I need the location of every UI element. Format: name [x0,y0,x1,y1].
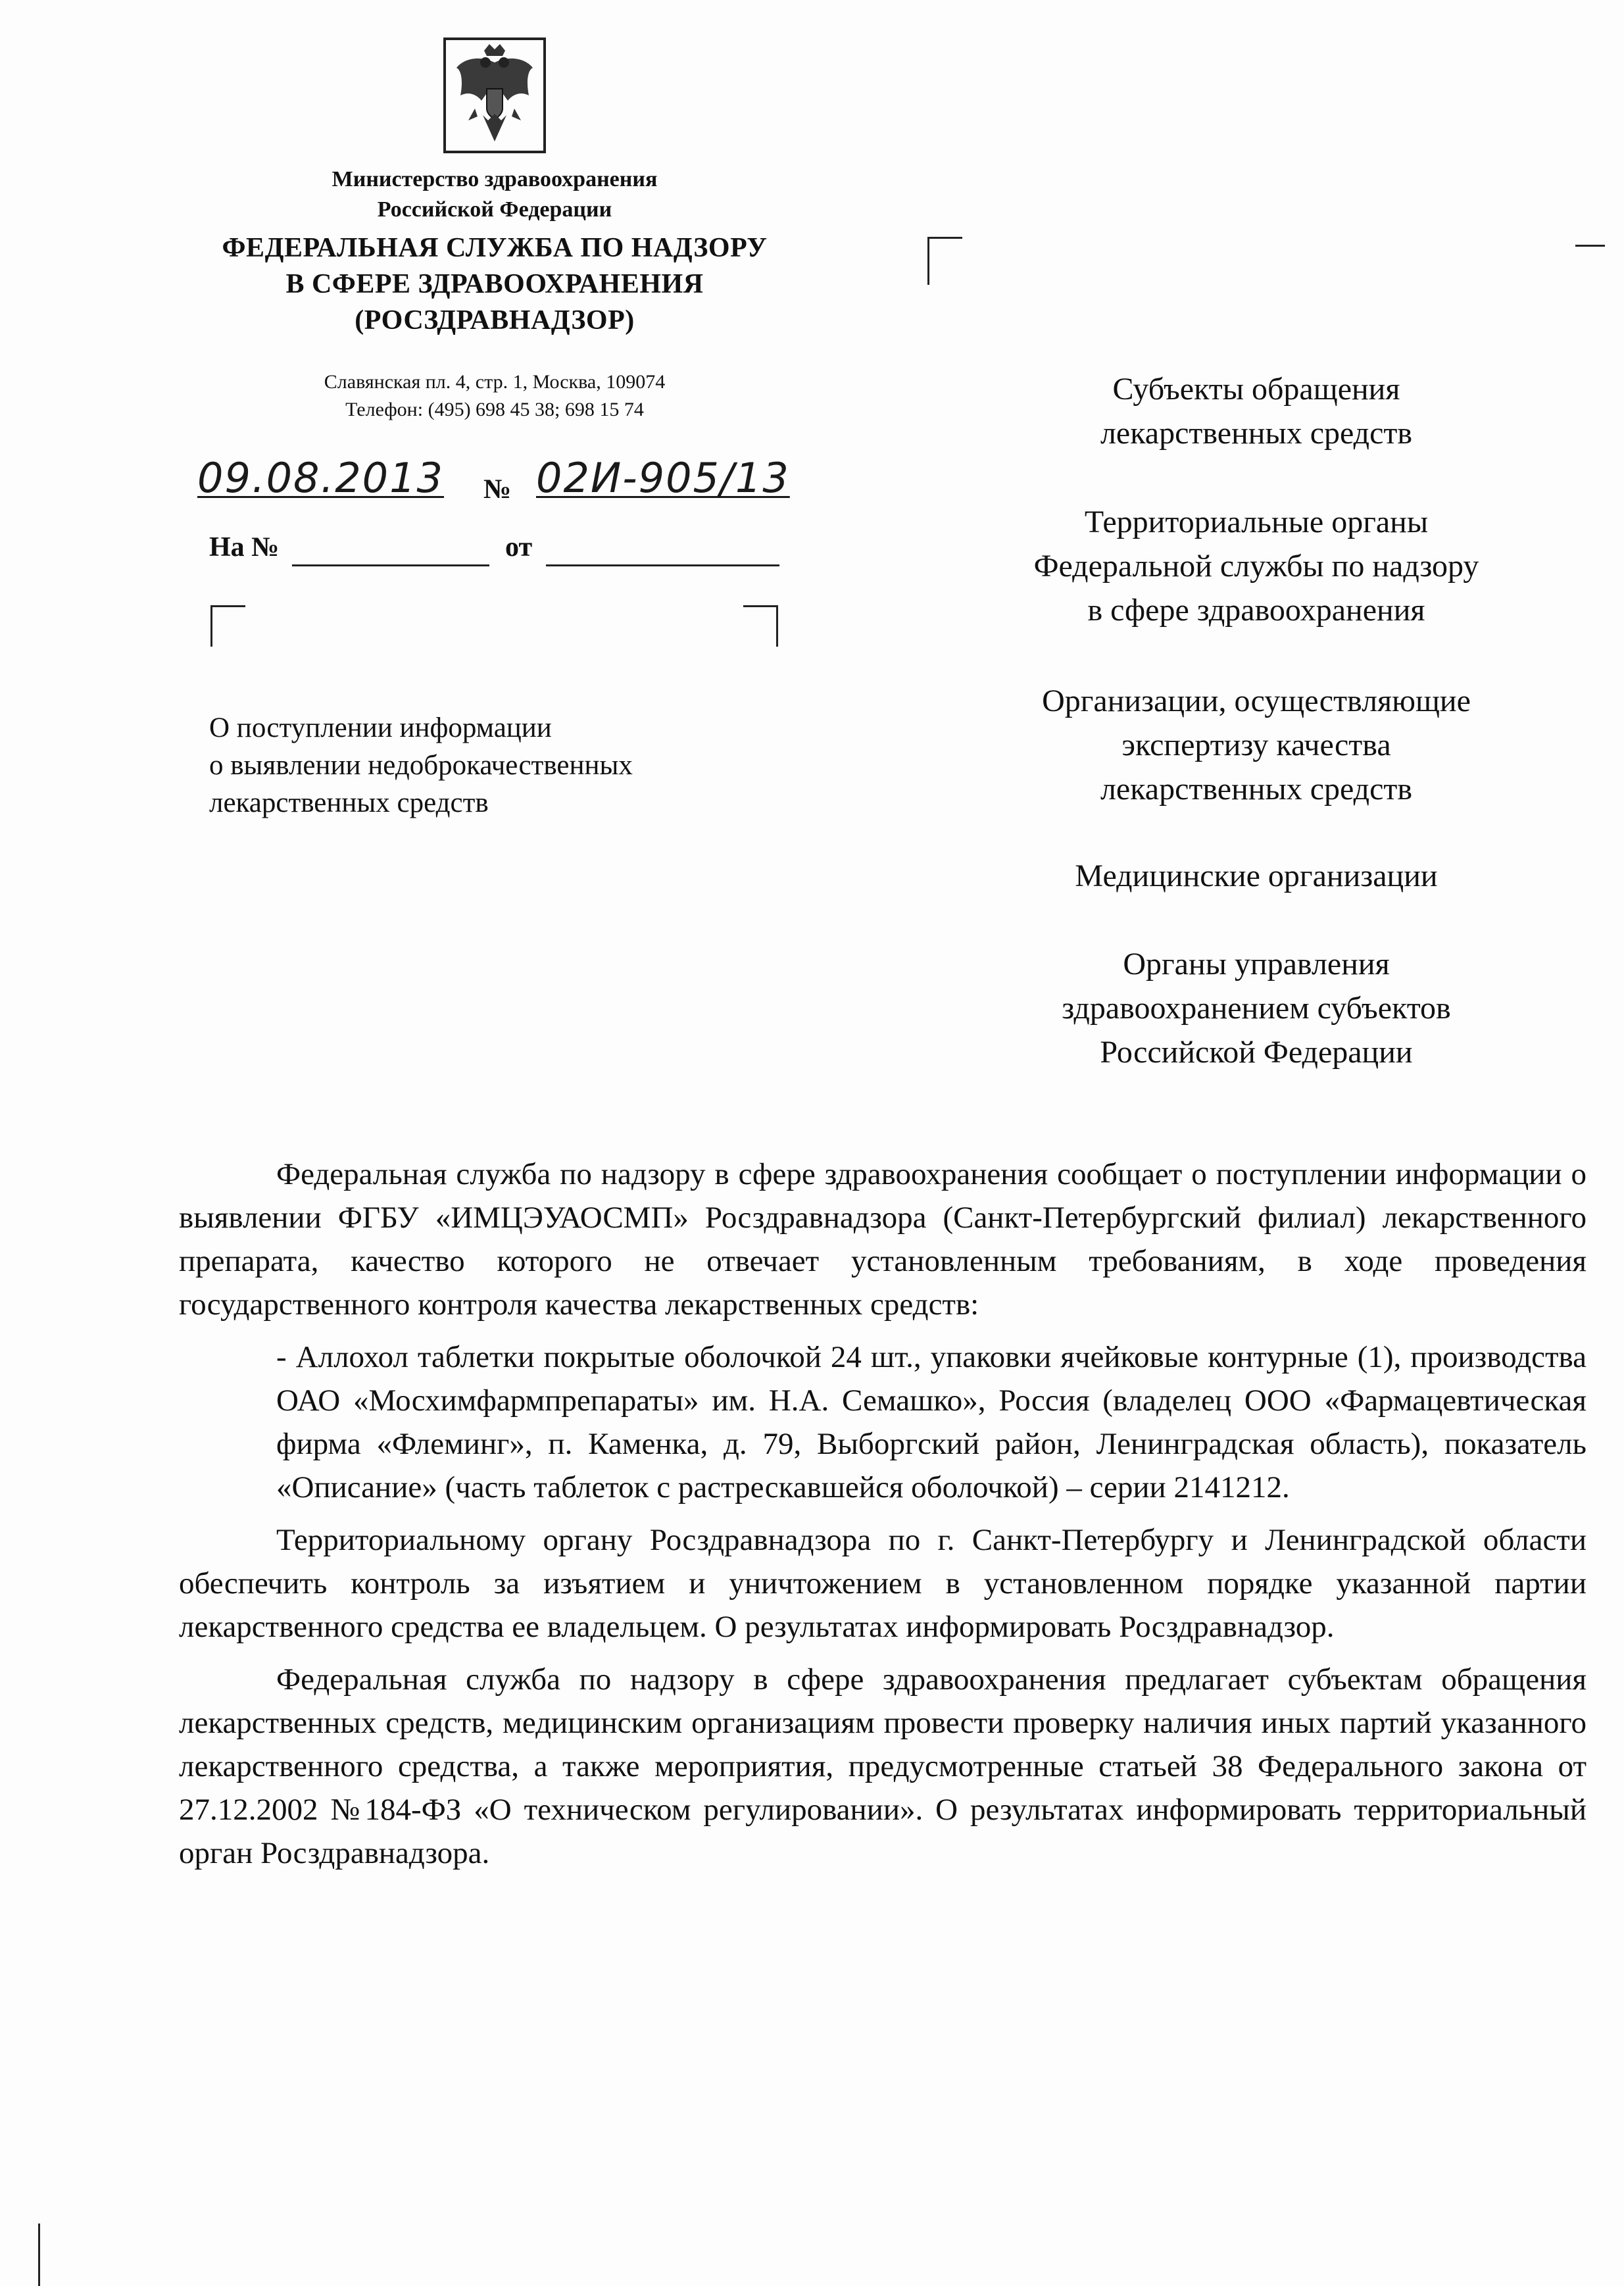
reply-to-date-line [546,564,779,566]
scan-edge-line [38,2224,40,2286]
number-label: № [483,474,512,505]
agency-phone: Телефон: (495) 698 45 38; 698 15 74 [345,399,644,420]
recipient-group-1 [967,367,1546,455]
from-label: от [505,532,533,562]
recipient-line: в сфере здравоохранения [1087,593,1425,628]
agency-address: Славянская пл. 4, стр. 1, Москва, 109074 [324,371,666,393]
recipient-group-2 [967,500,1546,632]
recipient-line: экспертизу качества [1121,728,1391,762]
recipient-corner-bracket [927,237,962,285]
agency-line-3: (РОСЗДРАВНАДЗОР) [355,305,635,335]
subject-line-3: лекарственных средств [209,787,489,818]
agency-name [172,230,817,339]
recipient-line: Органы управления [1123,947,1390,981]
recipient-line: лекарственных средств [1100,772,1413,807]
agency-line-2: В СФЕРЕ ЗДРАВООХРАНЕНИЯ [285,269,704,299]
ministry-name [245,164,745,225]
subject-line-2: о выявлении недоброкачественных [209,750,633,781]
agency-contacts [218,368,771,424]
recipient-line: Федеральной службы по надзору [1033,549,1479,584]
registration-date: 09.08.2013 [197,454,444,502]
recipient-line: Территориальные органы [1084,505,1429,539]
agency-line-1: ФЕДЕРАЛЬНАЯ СЛУЖБА ПО НАДЗОРУ [222,233,768,263]
ministry-line-2: Российской Федерации [377,197,612,222]
reply-to-label: На № [209,532,280,562]
recipient-line: лекарственных средств [1100,416,1413,451]
recipient-line: Медицинские организации [1075,858,1438,893]
recipient-line: здравоохранением субъектов [1062,991,1451,1026]
body-paragraph-1: Федеральная служба по надзору в сфере здравоохранения сообщает о поступлении информации о выявлении ФГБУ «ИМЦЭУАОСМП» Росздравнадзора (Санкт-Петербургский филиал) лекарственного препарата, качество которого не отвечает установленным требованиям, в ходе проведения государственного контроля качества лекарственных средств: [179,1157,1587,1322]
coat-of-arms-emblem [442,36,547,155]
registration-number: 02И-905/13 [536,454,790,502]
letter-body [179,1153,1587,1875]
recipient-line: Российской Федерации [1100,1035,1413,1070]
subject-line-1: О поступлении информации [209,712,552,743]
right-corner-bracket [743,605,778,647]
body-list-item-1: - Аллохол таблетки покрытые оболочкой 24 шт., упаковки ячейковые контурные (1), производства ОАО «Мосхимфармпрепараты» им. Н.А. Семашко», Россия (владелец ООО «Фармацевтическая фирма «Флеминг», п. Каменка, д. 79, Выборгский район, Ленинградская область), показатель «Описание» (часть таблеток с растрескавшейся оболочкой) – серии 2141212. [276,1340,1587,1504]
recipient-line: Субъекты обращения [1112,372,1400,407]
ministry-line-1: Министерство здравоохранения [332,167,658,191]
recipient-line: Организации, осуществляющие [1042,683,1471,718]
body-paragraph-2: Территориальному органу Росздравнадзора по г. Санкт-Петербургу и Ленинградской области обеспечить контроль за изъятием и уничтожением в установленном порядке указанной партии лекарственного средства ее владельцем. О результатах информировать Росздравнадзор. [179,1523,1587,1644]
left-corner-bracket [210,605,245,647]
letter-subject [209,709,775,822]
recipient-group-3 [967,679,1546,811]
recipient-group-5 [967,942,1546,1074]
top-right-dash [1575,245,1605,247]
body-paragraph-3: Федеральная служба по надзору в сфере здравоохранения предлагает субъектам обращения лекарственных средств, медицинским организациям провести проверку наличия иных партий указанного лекарственного средства, а также мероприятия, предусмотренные статьей 38 Федерального закона от 27.12.2002 №184-ФЗ «О техническом регулировании». О результатах информировать территориальный орган Росздравнадзора. [179,1662,1587,1870]
recipient-group-4 [967,854,1546,898]
reply-to-number-line [292,564,489,566]
